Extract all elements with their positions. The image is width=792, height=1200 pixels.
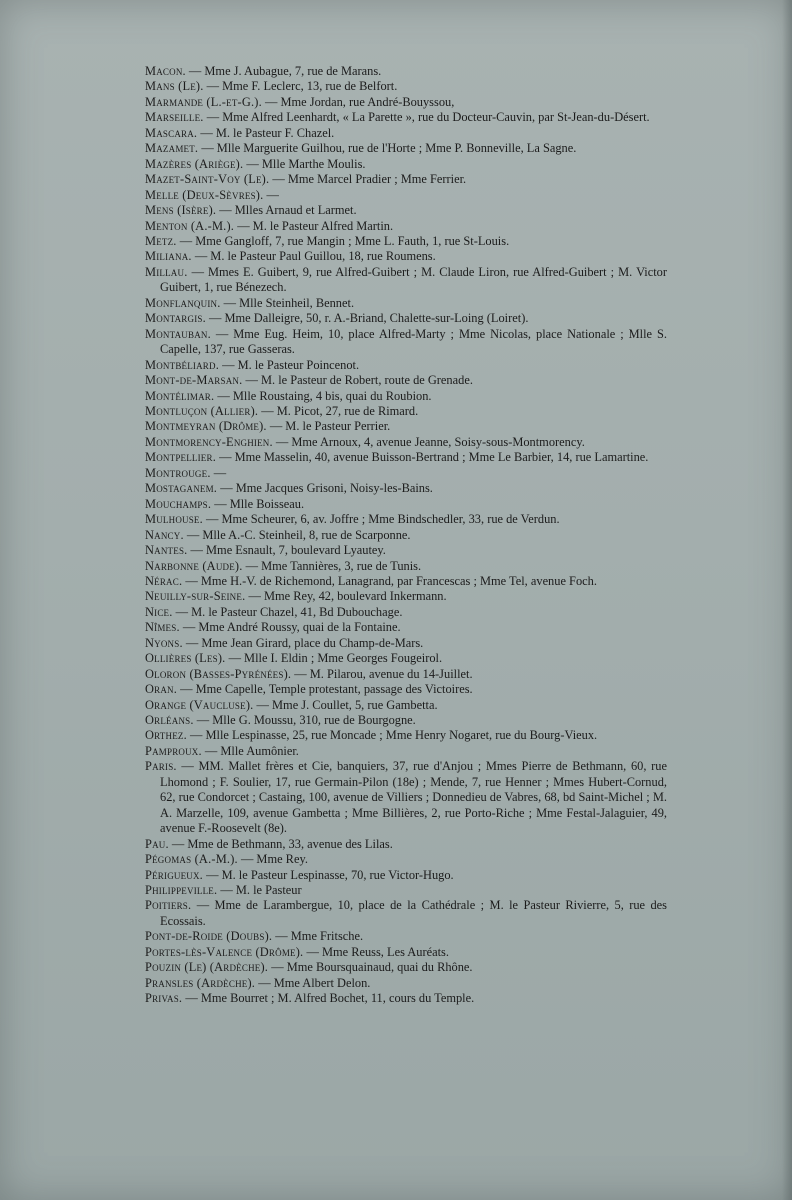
entry-city: Montmeyran (Drôme). (145, 419, 267, 434)
entry-details: — Mlle Roustaing, 4 bis, quai du Roubion. (214, 388, 432, 403)
entry-details: — Mme Capelle, Temple protestant, passage des Victoires. (177, 682, 473, 697)
entry-details: — Mme Reuss, Les Auréats. (303, 944, 449, 959)
entry-details: — Mme J. Aubague, 7, rue de Marans. (185, 64, 382, 78)
entry-city: Monflanquin. (145, 295, 221, 310)
entry-details: — M. le Pasteur Chazel, 41, Bd Dubouchage. (172, 604, 403, 619)
entry-city: Montrouge. (145, 465, 211, 480)
entry-details: — M. le Pasteur F. Chazel. (197, 125, 335, 140)
entry-details: — Mme H.-V. de Richemond, Lanagrand, par Francescas ; Mme Tel, avenue Foch. (182, 573, 597, 588)
entry-city: Nîmes. (145, 620, 180, 635)
entry-city: Oran. (145, 682, 178, 697)
entry-city: Marmande (L.-et-G.). (145, 94, 262, 109)
directory-entry (145, 605, 667, 620)
directory-entry (145, 620, 667, 635)
directory-entry (145, 837, 667, 852)
directory-entry (145, 512, 667, 527)
entry-details: — Mme Rey, 42, boulevard Inkermann. (245, 589, 447, 604)
directory-entry (145, 929, 667, 944)
entry-city: Philippeville. (145, 883, 218, 898)
directory-entry (145, 497, 667, 512)
directory-entry (145, 265, 667, 296)
entry-city: Macon. (145, 64, 186, 78)
entry-city: Montauban. (145, 326, 211, 341)
directory-entry (145, 141, 667, 156)
entry-city: Menton (A.-M.). (145, 218, 235, 233)
entry-details: — Mme de Larambergue, 10, place de la Cathédrale ; M. le Pasteur Rivierre, 5, rue des Ecossais. (160, 898, 667, 928)
directory-entry (145, 481, 667, 496)
entry-details: — Mme Boursquainaud, quai du Rhône. (268, 960, 473, 975)
entry-details: — Mme J. Coullet, 5, rue Gambetta. (253, 697, 438, 712)
entry-city: Paris. (145, 759, 177, 774)
entry-city: Narbonne (Aude). (145, 558, 243, 573)
entry-city: Montpellier. (145, 450, 217, 465)
entry-city: Mazères (Ariège). (145, 156, 244, 171)
entry-details: — Mme Gangloff, 7, rue Mangin ; Mme L. Fauth, 1, rue St-Louis. (176, 233, 510, 248)
entry-city: Pau. (145, 836, 169, 851)
entry-city: Orléans. (145, 713, 194, 728)
entry-details: — (263, 187, 279, 202)
directory-entry (145, 203, 667, 218)
directory-entry (145, 64, 667, 79)
entry-details: — Mme Marcel Pradier ; Mme Ferrier. (269, 172, 467, 187)
entry-details: — Mme Eug. Heim, 10, place Alfred-Marty ; Mme Nicolas, place Nationale ; Mlle S. Capelle, 137, rue Gasseras. (160, 326, 667, 357)
directory-entry (145, 311, 667, 326)
entry-details: — Mme Rey. (237, 852, 308, 867)
entry-details: — M. le Pasteur Lespinasse, 70, rue Victor-Hugo. (202, 867, 454, 882)
directory-entry (145, 945, 667, 960)
directory-entry (145, 898, 667, 929)
entry-details: — Mme Dalleigre, 50, r. A.-Briand, Chalette-sur-Loing (Loiret). (205, 311, 529, 326)
entry-city: Mascara. (145, 125, 198, 140)
directory-entry (145, 219, 667, 234)
entry-details: — M. le Pasteur Perrier. (266, 419, 391, 434)
entry-city: Poitiers. (145, 898, 192, 913)
entry-city: Pransles (Ardèche). (145, 975, 256, 990)
entry-city: Montélimar. (145, 388, 215, 403)
directory-entry (145, 126, 667, 141)
entry-city: Pégomas (A.-M.). (145, 852, 238, 867)
directory-entry (145, 574, 667, 589)
directory-entry (145, 991, 667, 1006)
directory-entry (145, 249, 667, 264)
entry-details: — Mme Esnault, 7, boulevard Lyautey. (187, 543, 386, 558)
entry-city: Montbéliard. (145, 357, 220, 372)
entry-details: — Mme de Bethmann, 33, avenue des Lilas. (168, 836, 393, 851)
directory-entry (145, 589, 667, 604)
directory-entry (145, 667, 667, 682)
entry-details: — Mme Bourret ; M. Alfred Bochet, 11, cours du Temple. (182, 991, 475, 1006)
entry-details: — Mme Arnoux, 4, avenue Jeanne, Soisy-sous-Montmorency. (272, 434, 585, 449)
directory-entry (145, 157, 667, 172)
entry-city: Orange (Vaucluse). (145, 697, 254, 712)
directory-entry (145, 435, 667, 450)
directory-entry (145, 188, 667, 203)
entry-details: — M. Pilarou, avenue du 14-Juillet. (291, 666, 473, 681)
directory-entry (145, 559, 667, 574)
entry-city: Mostaganem. (145, 481, 218, 496)
entry-city: Portes-lès-Valence (Drôme). (145, 944, 304, 959)
entry-city: Pamproux. (145, 743, 202, 758)
directory-entry (145, 744, 667, 759)
entry-details: — Mme Jordan, rue André-Bouyssou, (261, 94, 455, 109)
entry-city: Mazet-Saint-Voy (Le). (145, 172, 270, 187)
entry-city: Miliana. (145, 249, 192, 264)
directory-entry (145, 728, 667, 743)
entry-city: Melle (Deux-Sèvres). (145, 187, 264, 202)
entry-city: Nancy. (145, 527, 184, 542)
directory-entry (145, 373, 667, 388)
entry-details: — Mlle Aumônier. (201, 743, 299, 758)
entry-details: — Mlle Marthe Moulis. (243, 156, 366, 171)
entry-city: Privas. (145, 991, 183, 1006)
entry-city: Nyons. (145, 635, 183, 650)
directory-entry (145, 883, 667, 898)
entry-city: Metz. (145, 233, 177, 248)
directory-entry (145, 358, 667, 373)
entry-details: — Mlle A.-C. Steinheil, 8, rue de Scarponne. (183, 527, 411, 542)
entry-city: Ollières (Les). (145, 651, 226, 666)
entry-details: — Mme Fritsche. (272, 929, 364, 944)
directory-entry (145, 419, 667, 434)
directory-entry (145, 234, 667, 249)
entry-details: — MM. Mallet frères et Cie, banquiers, 37, rue d'Anjou ; Mmes Pierre de Bethmann, 60, rue Lhomond ; F. Soulier, 17, rue Germain-Pilon (18e) ; Mende, 7, rue Henner ; Mmes Hubert-Cornud, 62, rue Condorcet ; Castaing, 100, avenue de Villiers ; Donnedieu de Vabres, 68, bd Saint-Michel ; M. A. Marzelle, 109, avenue Gambetta ; Mme Billières, 2, rue Porto-Riche ; Mme Festal-Jalaguier, 49, avenue F.-Roosevelt (8e). (160, 759, 667, 836)
entry-details: — Mme Jean Girard, place du Champ-de-Mars. (182, 635, 424, 650)
entry-details: — Mme Masselin, 40, avenue Buisson-Bertrand ; Mme Le Barbier, 14, rue Lamartine. (216, 450, 649, 465)
entry-details: — M. le Pasteur Paul Guillou, 18, rue Roumens. (191, 249, 436, 264)
entry-city: Montargis. (145, 311, 206, 326)
directory-entry (145, 651, 667, 666)
entry-city: Montmorency-Enghien. (145, 434, 273, 449)
entry-details: — Mme Jacques Grisoni, Noisy-les-Bains. (217, 481, 433, 496)
directory-entry (145, 466, 667, 481)
entry-city: Marseille. (145, 110, 204, 125)
directory-entry (145, 868, 667, 883)
entry-city: Montluçon (Allier). (145, 403, 259, 418)
directory-entry (145, 852, 667, 867)
directory-list (145, 64, 667, 1007)
entry-details: — (210, 465, 227, 480)
directory-entry (145, 389, 667, 404)
directory-entry (145, 296, 667, 311)
page-edge-shadow (782, 0, 792, 1200)
entry-details: — Mme Alfred Leenhardt, « La Parette », rue du Docteur-Cauvin, par St-Jean-du-Désert. (203, 110, 650, 125)
entry-city: Nice. (145, 604, 173, 619)
entry-details: — Mme André Roussy, quai de la Fontaine. (179, 620, 401, 635)
directory-entry (145, 327, 667, 358)
directory-entry (145, 543, 667, 558)
entry-details: — Mlle Steinheil, Bennet. (220, 295, 355, 310)
directory-entry (145, 79, 667, 94)
entry-details: — Mlle Lespinasse, 25, rue Moncade ; Mme Henry Nogaret, rue du Bourg-Vieux. (186, 728, 598, 743)
entry-details: — M. Picot, 27, rue de Rimard. (258, 403, 419, 418)
entry-city: Pont-de-Roide (Doubs). (145, 929, 273, 944)
directory-entry (145, 110, 667, 125)
directory-entry (145, 698, 667, 713)
entry-details: — Mlle I. Eldin ; Mme Georges Fougeirol. (225, 651, 443, 666)
directory-entry (145, 450, 667, 465)
directory-entry (145, 976, 667, 991)
entry-details: — M. le Pasteur (217, 883, 302, 898)
entry-city: Périgueux. (145, 867, 203, 882)
directory-entry (145, 759, 667, 836)
entry-details: — Mmes E. Guibert, 9, rue Alfred-Guibert ; M. Claude Liron, rue Alfred-Guibert ; M. Victor Guibert, 1, rue Bénezech. (160, 264, 667, 295)
entry-city: Millau. (145, 264, 188, 279)
directory-entry (145, 636, 667, 651)
entry-details: — Mlles Arnaud et Larmet. (216, 203, 357, 218)
directory-entry (145, 172, 667, 187)
entry-city: Nérac. (145, 573, 183, 588)
entry-city: Oloron (Basses-Pyrénées). (145, 666, 292, 681)
entry-details: — Mme F. Leclerc, 13, rue de Belfort. (203, 79, 398, 94)
entry-city: Mazamet. (145, 141, 199, 156)
entry-details: — Mlle Marguerite Guilhou, rue de l'Horte ; Mme P. Bonneville, La Sagne. (198, 141, 577, 156)
directory-entry (145, 404, 667, 419)
entry-city: Mont-de-Marsan. (145, 373, 243, 388)
entry-details: — Mme Tannières, 3, rue de Tunis. (242, 558, 422, 573)
entry-city: Mans (Le). (145, 79, 204, 94)
entry-details: — M. le Pasteur Alfred Martin. (234, 218, 394, 233)
entry-details: — Mme Scheurer, 6, av. Joffre ; Mme Bindschedler, 33, rue de Verdun. (202, 512, 560, 527)
directory-entry (145, 682, 667, 697)
directory-entry (145, 95, 667, 110)
entry-details: — Mlle G. Moussu, 310, rue de Bourgogne. (193, 713, 416, 728)
entry-details: — Mme Albert Delon. (255, 975, 371, 990)
entry-city: Orthez. (145, 728, 187, 743)
entry-details: — M. le Pasteur Poincenot. (219, 357, 360, 372)
entry-city: Mens (Isère). (145, 203, 217, 218)
entry-city: Mouchamps. (145, 496, 212, 511)
directory-entry (145, 960, 667, 975)
entry-details: — Mlle Boisseau. (211, 496, 305, 511)
directory-entry (145, 528, 667, 543)
entry-city: Mulhouse. (145, 512, 203, 527)
entry-city: Pouzin (Le) (Ardèche). (145, 960, 269, 975)
entry-city: Neuilly-sur-Seine. (145, 589, 246, 604)
entry-city: Nantes. (145, 543, 188, 558)
directory-entry (145, 713, 667, 728)
entry-details: — M. le Pasteur de Robert, route de Grenade. (242, 373, 473, 388)
